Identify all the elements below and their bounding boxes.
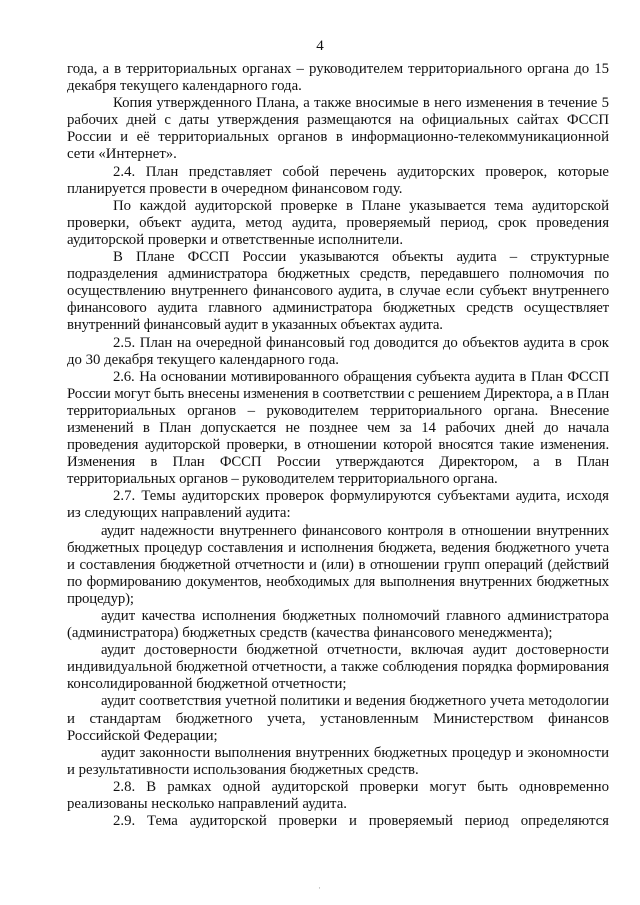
list-item-audit-quality: аудит качества исполнения бюджетных полномочий главного администратора (администратора) бюджетных средств (качества финансового менеджмента);	[67, 608, 609, 642]
paragraph-2-9: 2.9. Тема аудиторской проверки и проверяемый период определяются	[113, 813, 609, 830]
paragraph-2-5: 2.5. План на очередной финансовый год доводится до объектов аудита в срок до 30 декабря текущего календарного года.	[67, 334, 609, 368]
scan-artifact: ·	[318, 883, 321, 893]
paragraph-audit-objects: В Плане ФССП России указываются объекты аудита – структурные подразделения администратора бюджетных средств, передавшего полномочия по осуществлению внутреннего финансового аудита, в случае если субъект внутреннего финансового аудита главного администратора бюджетных средств осуществляет внутренний финансовый аудит в указанных объектах аудита.	[67, 249, 609, 334]
list-item-audit-reporting: аудит достоверности бюджетной отчетности, включая аудит достоверности индивидуальной бюджетной отчетности, а также соблюдения порядка формирования консолидированной бюджетной отчетности;	[67, 642, 609, 693]
paragraph-audit-details: По каждой аудиторской проверке в Плане указывается тема аудиторской проверки, объект аудита, метод аудита, проверяемый период, срок проведения аудиторской проверки и ответственные исполнители.	[67, 197, 609, 248]
list-item-audit-accounting-policy: аудит соответствия учетной политики и ведения бюджетного учета методологии и стандартам бюджетного учета, установленным Министерством финансов Российской Федерации;	[67, 693, 609, 744]
paragraph-plan-copy-publication: Копия утвержденного Плана, а также вносимые в него изменения в течение 5 рабочих дней с даты утверждения размещаются на официальных сайтах ФССП России и её территориальных органов в информационно-телекоммуникационной сети «Интернет».	[67, 95, 609, 163]
paragraph-2-4: 2.4. План представляет собой перечень аудиторских проверок, которые планируется провести в очередном финансовом году.	[67, 163, 609, 197]
paragraph-2-8: 2.8. В рамках одной аудиторской проверки могут быть одновременно реализованы несколько направлений аудита.	[67, 778, 609, 813]
list-item-audit-legality: аудит законности выполнения внутренних бюджетных процедур и экономности и результативности использования бюджетных средств.	[67, 744, 609, 778]
paragraph-2-6: 2.6. На основании мотивированного обращения субъекта аудита в План ФССП России могут быть внесены изменения в соответствии с решением Директора, а в План территориальных органов – руководителем территориального органа. Внесение изменений в План допускается не позднее чем за 14 рабочих дней до начала проведения аудиторской проверки, в отношении которой вносятся такие изменения. Изменения в План ФССП России утверждаются Директором, а в План территориальных органов – руководителем территориального органа.	[67, 368, 609, 488]
page-number: 4	[316, 38, 324, 54]
paragraph-continuation: года, а в территориальных органах – руководителем территориального органа до 15 декабря текущего календарного года.	[67, 61, 609, 95]
list-item-audit-reliability: аудит надежности внутреннего финансового контроля в отношении внутренних бюджетных процедур составления и исполнения бюджета, ведения бюджетного учета и составления бюджетной отчетности и (или) в отношении групп операций (действий по формированию документов, необходимых для выполнения внутренних бюджетных процедур);	[67, 522, 609, 607]
paragraph-2-7: 2.7. Темы аудиторских проверок формулируются субъектами аудита, исходя из следующих направлений аудита:	[67, 488, 609, 522]
